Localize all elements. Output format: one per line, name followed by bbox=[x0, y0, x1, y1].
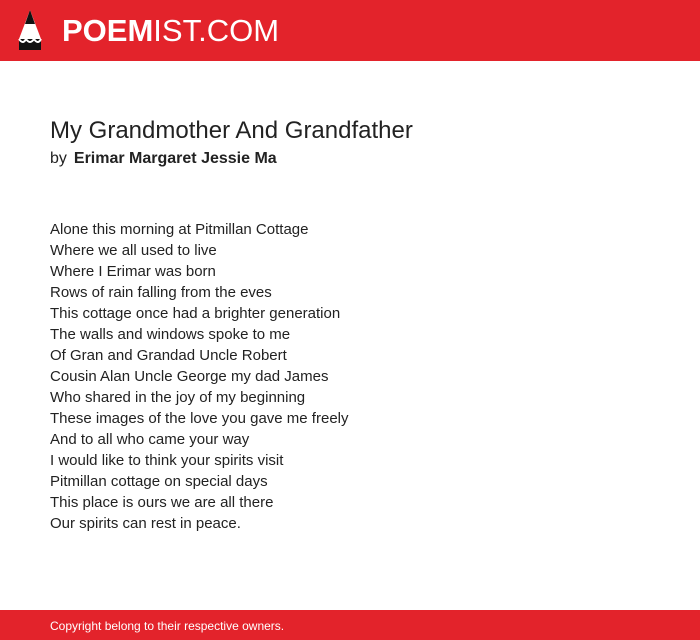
poem-line: Cousin Alan Uncle George my dad James bbox=[50, 368, 329, 385]
poem-line: This cottage once had a brighter generation bbox=[50, 305, 341, 322]
poem-line: Of Gran and Grandad Uncle Robert bbox=[50, 347, 287, 364]
copyright-text: Copyright belong to their respective owners. bbox=[50, 619, 285, 633]
poem-line: Where we all used to live bbox=[50, 242, 217, 259]
brand-light-text: IST.COM bbox=[153, 13, 280, 48]
poem-line: The walls and windows spoke to me bbox=[50, 326, 291, 343]
site-logo-text[interactable] bbox=[62, 13, 279, 49]
poem-title: My Grandmother And Grandfather bbox=[50, 117, 413, 144]
poem-body bbox=[50, 219, 650, 534]
pencil-tip-icon[interactable] bbox=[17, 9, 43, 51]
poem-line: These images of the love you gave me freely bbox=[50, 410, 349, 427]
poem-line: And to all who came your way bbox=[50, 431, 250, 448]
byline bbox=[50, 148, 277, 170]
author-name: Erimar Margaret Jessie Ma bbox=[73, 150, 277, 167]
poem-line: Our spirits can rest in peace. bbox=[50, 515, 241, 532]
byline-prefix: by bbox=[50, 150, 67, 167]
poem-line: Who shared in the joy of my beginning bbox=[50, 389, 306, 406]
site-footer bbox=[0, 610, 700, 640]
brand-bold-text: POEM bbox=[62, 13, 154, 48]
poem-line: Where I Erimar was born bbox=[50, 263, 216, 280]
site-header bbox=[0, 0, 700, 61]
poem-line: Pitmillan cottage on special days bbox=[50, 473, 268, 490]
poem-line: Alone this morning at Pitmillan Cottage bbox=[50, 221, 309, 238]
poem-line: I would like to think your spirits visit bbox=[50, 452, 284, 469]
poem-line: This place is ours we are all there bbox=[50, 494, 274, 511]
poem-line: Rows of rain falling from the eves bbox=[50, 284, 272, 301]
